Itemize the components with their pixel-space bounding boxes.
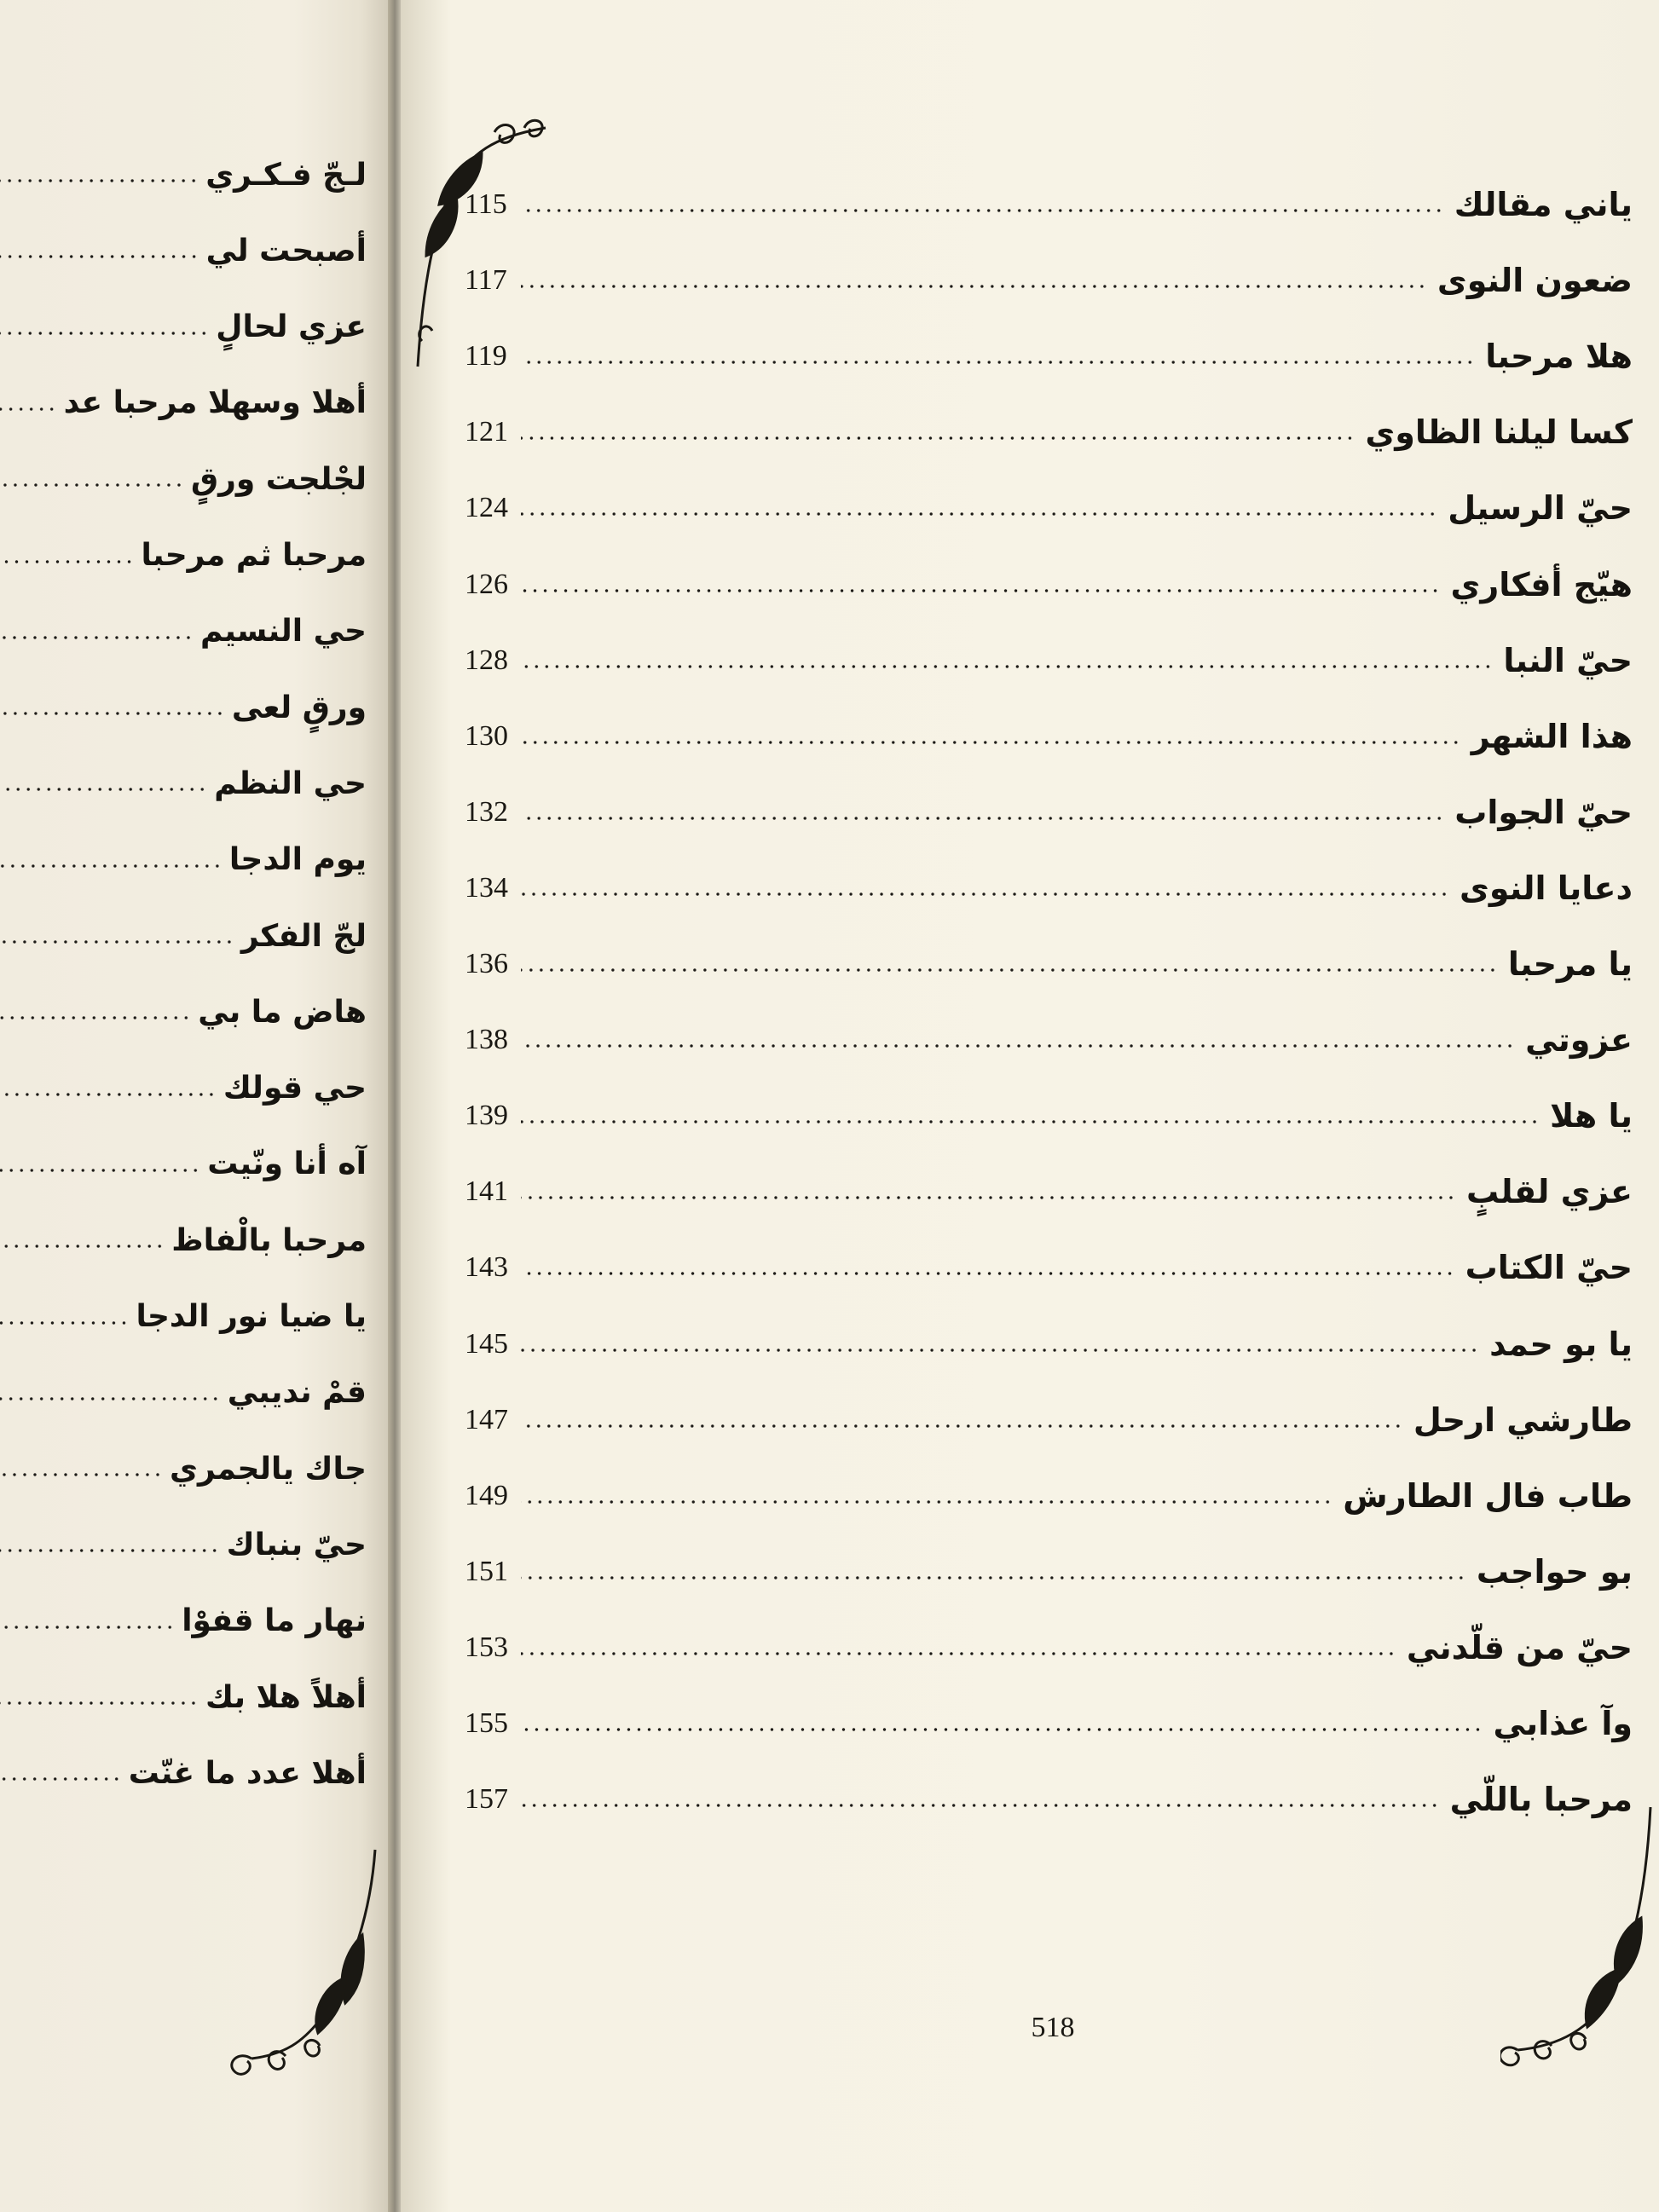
- toc-entry-page: 151: [465, 1555, 508, 1587]
- toc-entry-page: 138: [465, 1024, 508, 1056]
- left-toc-entry-title: مرحبا ثم مرحبا: [141, 538, 367, 573]
- toc-entry-title: عزوتي: [1525, 1021, 1633, 1060]
- left-page: [0, 0, 392, 2212]
- left-toc-entry: [0, 526, 367, 586]
- left-toc-entry: [0, 221, 367, 280]
- left-toc-entry-title: حي النسيم: [199, 614, 367, 650]
- toc-entry-title: حيّ النبا: [1503, 641, 1633, 679]
- dot-leader: [521, 1424, 1403, 1428]
- toc-entry-title: هيّج أفكاري: [1450, 565, 1633, 604]
- left-toc-entry: [0, 1591, 367, 1651]
- left-toc-entry: [0, 602, 367, 661]
- toc-entry-title: ياني مقالك: [1454, 186, 1633, 223]
- toc-entry: [465, 1238, 1633, 1297]
- dot-leader: [0, 1093, 217, 1096]
- dot-leader: [0, 940, 234, 944]
- left-toc-entry-title: حيّ بنباك: [226, 1527, 367, 1562]
- dot-leader: [521, 209, 1444, 212]
- toc-entry: [465, 783, 1633, 842]
- dot-leader: [0, 1016, 191, 1019]
- toc-entry: [465, 1086, 1633, 1146]
- toc-entry-title: يا هلا: [1550, 1097, 1633, 1135]
- toc-entry-page: 132: [465, 795, 508, 828]
- left-toc-entry: [0, 145, 367, 205]
- left-toc-entry: [0, 1059, 367, 1118]
- dot-leader: [0, 332, 209, 335]
- dot-leader: [521, 512, 1437, 516]
- toc-entry-title: حيّ الرسيل: [1448, 489, 1633, 528]
- toc-entry-title: هلا مرحبا: [1485, 338, 1633, 376]
- left-toc-entry: [0, 678, 367, 737]
- left-toc-entry: [0, 830, 367, 890]
- dot-leader: [0, 1777, 122, 1781]
- toc-entry: [465, 1542, 1633, 1602]
- dot-leader: [521, 285, 1427, 288]
- dot-leader: [521, 1576, 1466, 1580]
- toc-entry-page: 117: [465, 264, 507, 297]
- toc-entry: [465, 478, 1633, 538]
- left-toc-entry-title: نهار ما قفوْا: [182, 1603, 367, 1639]
- toc-entry-title: كسا ليلنا الظاوي: [1365, 413, 1633, 452]
- left-toc-entry-title: مرحبا بالْفاظ: [171, 1222, 367, 1258]
- toc-entry: [465, 555, 1633, 615]
- left-toc-entry-title: لـجّ فـكـري: [205, 157, 367, 193]
- left-toc-entry-title: آه أنا ونّيت: [207, 1146, 367, 1182]
- toc-entry: [465, 1466, 1633, 1526]
- dot-leader: [0, 1626, 175, 1629]
- dot-leader: [521, 1652, 1396, 1655]
- left-toc-entry: [0, 1210, 367, 1270]
- dot-leader: [0, 1321, 129, 1325]
- dot-leader: [521, 968, 1498, 972]
- toc-entry: [465, 858, 1633, 918]
- left-toc-entry-title: جاك يالجمري: [169, 1451, 367, 1487]
- toc-entry-title: ضعون النوى: [1436, 262, 1633, 300]
- toc-entry-page: 155: [465, 1707, 508, 1739]
- toc-entry-page: 134: [465, 871, 508, 904]
- left-toc-entry-title: حي قولك: [223, 1071, 367, 1106]
- dot-leader: [521, 1728, 1483, 1731]
- dot-leader: [0, 1701, 199, 1705]
- toc-entry-page: 126: [465, 568, 508, 600]
- left-toc-entry: [0, 373, 367, 433]
- toc-entry: [465, 1314, 1633, 1374]
- left-toc-entry: [0, 1135, 367, 1194]
- left-toc-entry-title: أهلا عدد ما غنّت: [128, 1755, 367, 1791]
- toc-entry-page: 121: [465, 416, 508, 448]
- toc-entry-page: 128: [465, 644, 508, 676]
- dot-leader: [521, 892, 1449, 896]
- left-toc-entry: [0, 449, 367, 509]
- toc-entry-title: هذا الشهر: [1471, 717, 1633, 755]
- left-toc-entry: [0, 754, 367, 813]
- dot-leader: [521, 1804, 1440, 1807]
- toc-entry-page: 139: [465, 1100, 508, 1132]
- toc-entry-page: 149: [465, 1479, 508, 1511]
- left-toc-entry-title: أهلا وسهلا مرحبا عد: [63, 385, 367, 421]
- dot-leader: [0, 1473, 163, 1476]
- toc-entry-page: 130: [465, 719, 508, 752]
- dot-leader: [0, 1397, 221, 1401]
- dot-leader: [521, 665, 1493, 668]
- toc-entry-page: 147: [465, 1403, 508, 1435]
- toc-entry-page: 157: [465, 1783, 508, 1816]
- toc-list: [465, 0, 1633, 1961]
- toc-entry-title: عزي لقلبٍ: [1465, 1173, 1633, 1211]
- toc-entry-page: 145: [465, 1327, 508, 1360]
- left-toc-entry: [0, 297, 367, 357]
- left-toc-entry-title: يا ضيا نور الدجا: [136, 1299, 367, 1334]
- toc-entry-title: حيّ الجواب: [1454, 793, 1633, 831]
- toc-entry-title: يا مرحبا: [1507, 945, 1633, 983]
- left-toc-entry: [0, 1743, 367, 1803]
- toc-entry-title: طارشي ارحل: [1413, 1401, 1633, 1439]
- left-toc-entry: [0, 1363, 367, 1423]
- dot-leader: [0, 179, 199, 182]
- left-toc-entry-title: لجْلجت ورقٍ: [190, 461, 367, 497]
- toc-entry-page: 141: [465, 1175, 508, 1208]
- toc-entry: [465, 1162, 1633, 1222]
- dot-leader: [521, 1196, 1456, 1199]
- left-toc-entry: [0, 906, 367, 966]
- dot-leader: [521, 361, 1475, 364]
- toc-entry: [465, 934, 1633, 994]
- page-number: 518: [1031, 2012, 1075, 2043]
- left-toc-entry-title: لجّ الفكر: [240, 918, 367, 954]
- left-toc-entry: [0, 1439, 367, 1499]
- dot-leader: [0, 407, 57, 411]
- toc-entry: [465, 175, 1633, 234]
- dot-leader: [0, 1549, 220, 1552]
- dot-leader: [0, 1169, 200, 1172]
- dot-leader: [0, 712, 225, 715]
- toc-entry: [465, 251, 1633, 310]
- toc-entry-page: 119: [465, 340, 507, 373]
- toc-entry-title: حيّ الكتاب: [1465, 1249, 1633, 1287]
- dot-leader: [0, 864, 223, 868]
- dot-leader: [521, 1272, 1455, 1275]
- toc-entry: [465, 631, 1633, 690]
- dot-leader: [0, 560, 135, 563]
- left-toc-entry: [0, 1287, 367, 1347]
- toc-entry-title: وآ عذابي: [1493, 1705, 1633, 1742]
- dot-leader: [0, 1245, 165, 1248]
- left-toc-entry-title: قمْ نديبي: [227, 1375, 367, 1411]
- dot-leader: [521, 1349, 1479, 1352]
- toc-entry-title: بو حواجب: [1476, 1552, 1633, 1591]
- left-toc-entry: [0, 982, 367, 1042]
- left-toc-entry-title: هاض ما بي: [198, 994, 367, 1030]
- toc-entry: [465, 1618, 1633, 1678]
- left-toc-entry-title: عزي لحالٍ: [216, 309, 367, 345]
- dot-leader: [521, 1044, 1515, 1048]
- toc-entry-page: 115: [465, 188, 507, 220]
- left-toc-list: [0, 0, 375, 1961]
- toc-entry-title: طاب فال الطارش: [1343, 1476, 1633, 1515]
- toc-entry-page: 143: [465, 1251, 508, 1284]
- dot-leader: [521, 589, 1441, 592]
- dot-leader: [0, 483, 184, 487]
- toc-entry: [465, 402, 1633, 462]
- dot-leader: [521, 436, 1355, 440]
- toc-entry-title: حيّ من قلّدني: [1406, 1628, 1633, 1666]
- dot-leader: [0, 255, 199, 258]
- toc-entry: [465, 1390, 1633, 1450]
- dot-leader: [0, 788, 207, 791]
- left-toc-entry-title: ورقٍ لعى: [231, 690, 367, 725]
- toc-entry: [465, 1694, 1633, 1753]
- floral-corner-ornament-icon: [217, 1833, 388, 2088]
- toc-entry-page: 153: [465, 1631, 508, 1663]
- toc-entry-page: 136: [465, 948, 508, 979]
- left-toc-entry-title: أهلاً هلا بك: [205, 1679, 367, 1715]
- left-toc-entry-title: أصبحت لي: [205, 233, 367, 269]
- toc-entry: [465, 1010, 1633, 1070]
- toc-entry: [465, 1770, 1633, 1829]
- toc-entry-title: مرحبا باللّي: [1449, 1781, 1633, 1819]
- dot-leader: [521, 817, 1444, 820]
- left-toc-entry: [0, 1515, 367, 1574]
- left-toc-entry-title: حي النظم: [214, 765, 367, 801]
- dot-leader: [0, 636, 194, 639]
- toc-entry: [465, 707, 1633, 766]
- toc-entry: [465, 326, 1633, 386]
- toc-entry-page: 124: [465, 492, 508, 524]
- left-toc-entry: [0, 1667, 367, 1727]
- left-toc-entry-title: يوم الدجا: [228, 842, 367, 878]
- dot-leader: [521, 1120, 1540, 1123]
- toc-entry-title: دعايا النوى: [1460, 869, 1633, 907]
- dot-leader: [521, 741, 1461, 744]
- toc-entry-title: يا بو حمد: [1489, 1325, 1633, 1363]
- dot-leader: [521, 1500, 1332, 1504]
